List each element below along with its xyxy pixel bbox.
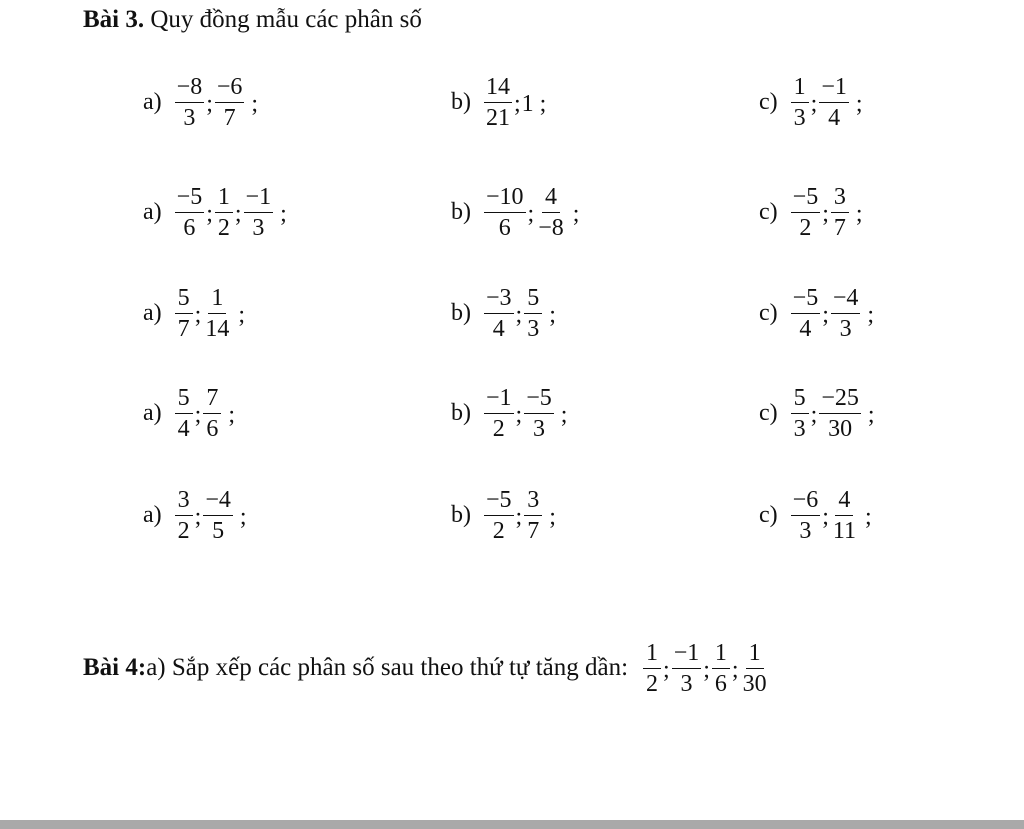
numerator: −4 bbox=[831, 285, 861, 314]
bai4-fraction-list bbox=[642, 640, 770, 697]
bottom-scroll-bar bbox=[0, 820, 1024, 829]
denominator: 4 bbox=[492, 315, 505, 342]
denominator: 30 bbox=[828, 415, 853, 442]
fraction bbox=[202, 487, 234, 544]
denominator: 3 bbox=[183, 104, 196, 131]
fraction bbox=[830, 487, 859, 544]
fraction bbox=[523, 487, 543, 544]
denominator: 14 bbox=[205, 315, 230, 342]
item-label: c) bbox=[759, 501, 778, 528]
fraction bbox=[174, 74, 206, 131]
fraction bbox=[483, 74, 513, 131]
bai3-label: Bài 3. bbox=[83, 6, 145, 33]
trailing-separator: ; bbox=[228, 401, 235, 428]
exercise-row bbox=[0, 273, 1024, 353]
trailing-separator: ; bbox=[239, 503, 247, 530]
separator: ; bbox=[234, 200, 242, 227]
fraction bbox=[790, 385, 810, 442]
bai3-title bbox=[83, 6, 422, 34]
exercise-row bbox=[0, 373, 1024, 453]
separator: ; bbox=[515, 301, 523, 328]
denominator: 6 bbox=[498, 214, 511, 241]
separator: ; bbox=[663, 656, 670, 683]
numerator: 5 bbox=[175, 285, 193, 314]
trailing-separator: ; bbox=[867, 401, 875, 428]
fraction bbox=[214, 74, 246, 131]
denominator: 6 bbox=[714, 670, 727, 697]
numerator: 7 bbox=[203, 385, 221, 414]
numerator: 5 bbox=[175, 385, 193, 414]
item-label: b) bbox=[451, 88, 471, 115]
numerator: −1 bbox=[819, 74, 849, 103]
denominator: 3 bbox=[799, 517, 812, 544]
bai4-line bbox=[83, 628, 770, 708]
trailing-separator: ; bbox=[539, 90, 547, 117]
item-label: a) bbox=[143, 501, 162, 528]
separator: ; bbox=[515, 401, 523, 428]
separator: ; bbox=[194, 503, 202, 530]
denominator: 3 bbox=[793, 104, 806, 131]
denominator: 3 bbox=[527, 315, 540, 342]
fraction bbox=[790, 285, 822, 342]
denominator: 7 bbox=[223, 104, 236, 131]
denominator: 3 bbox=[680, 670, 693, 697]
exercise-item bbox=[759, 172, 864, 252]
item-label: b) bbox=[451, 501, 471, 528]
exercise-item bbox=[759, 62, 864, 142]
fraction bbox=[790, 184, 822, 241]
fraction bbox=[818, 385, 862, 442]
fraction bbox=[711, 640, 731, 697]
numerator: 3 bbox=[524, 487, 542, 516]
fraction bbox=[174, 487, 194, 544]
fraction bbox=[483, 487, 515, 544]
exercise-item bbox=[143, 373, 236, 453]
separator: ; bbox=[206, 200, 213, 227]
denominator: 11 bbox=[832, 517, 856, 544]
exercise-row bbox=[0, 62, 1024, 142]
exercise-item bbox=[451, 62, 547, 142]
item-label: c) bbox=[759, 198, 778, 225]
numerator: −25 bbox=[819, 385, 861, 414]
trailing-separator: ; bbox=[864, 503, 872, 530]
numerator: −3 bbox=[484, 285, 514, 314]
item-label: a) bbox=[143, 299, 162, 326]
trailing-separator: ; bbox=[867, 301, 875, 328]
exercise-item bbox=[451, 273, 557, 353]
denominator: 4 bbox=[177, 415, 190, 442]
numerator: 1 bbox=[746, 640, 764, 669]
fraction bbox=[535, 184, 567, 241]
separator: ; bbox=[810, 90, 818, 117]
numerator: −5 bbox=[524, 385, 554, 414]
numerator: 1 bbox=[208, 285, 226, 314]
separator: ; bbox=[731, 656, 739, 683]
denominator: 3 bbox=[839, 315, 852, 342]
denominator: 6 bbox=[206, 415, 219, 442]
denominator: 7 bbox=[833, 214, 846, 241]
denominator: 3 bbox=[532, 415, 545, 442]
fraction bbox=[523, 385, 555, 442]
numerator: −10 bbox=[484, 184, 526, 213]
numerator: 14 bbox=[484, 74, 512, 103]
bai3-text: Quy đồng mẫu các phân số bbox=[144, 6, 422, 33]
separator: ; bbox=[822, 301, 829, 328]
exercise-row bbox=[0, 172, 1024, 252]
item-label: b) bbox=[451, 299, 471, 326]
numerator: 5 bbox=[524, 285, 542, 314]
numerator: −5 bbox=[791, 184, 821, 213]
trailing-separator: ; bbox=[549, 503, 556, 530]
trailing-separator: ; bbox=[238, 301, 245, 328]
trailing-separator: ; bbox=[549, 301, 556, 328]
denominator: 4 bbox=[799, 315, 812, 342]
numerator: 3 bbox=[175, 487, 193, 516]
trailing-separator: ; bbox=[251, 90, 259, 117]
fraction bbox=[523, 285, 543, 342]
numerator: −1 bbox=[484, 385, 514, 414]
numerator: 1 bbox=[712, 640, 730, 669]
trailing-separator: ; bbox=[572, 200, 580, 227]
separator: ; bbox=[194, 301, 202, 328]
fraction bbox=[740, 640, 770, 697]
item-label: c) bbox=[759, 399, 778, 426]
numerator: −5 bbox=[175, 184, 205, 213]
fraction bbox=[790, 487, 822, 544]
fraction bbox=[243, 184, 275, 241]
item-label: a) bbox=[143, 88, 162, 115]
denominator: 7 bbox=[527, 517, 540, 544]
fraction bbox=[174, 285, 194, 342]
fraction bbox=[642, 640, 662, 697]
exercise-item bbox=[451, 475, 557, 555]
numerator: 5 bbox=[791, 385, 809, 414]
exercise-item bbox=[759, 373, 876, 453]
fraction bbox=[214, 184, 234, 241]
denominator: 2 bbox=[799, 214, 812, 241]
denominator: 3 bbox=[252, 214, 265, 241]
numerator: −4 bbox=[203, 487, 233, 516]
denominator: 21 bbox=[486, 104, 510, 131]
fraction bbox=[174, 184, 206, 241]
numerator: −5 bbox=[484, 487, 514, 516]
whole-number: 1 bbox=[521, 90, 534, 117]
separator: ; bbox=[194, 401, 202, 428]
exercise-row bbox=[0, 475, 1024, 555]
fraction bbox=[671, 640, 703, 697]
trailing-separator: ; bbox=[855, 200, 863, 227]
fraction bbox=[202, 285, 232, 342]
item-label: a) bbox=[143, 399, 162, 426]
item-label: a) bbox=[143, 198, 162, 225]
denominator: −8 bbox=[538, 214, 564, 241]
exercise-item bbox=[759, 273, 875, 353]
fraction bbox=[830, 184, 850, 241]
trailing-separator: ; bbox=[280, 200, 287, 227]
denominator: 7 bbox=[177, 315, 190, 342]
exercise-item bbox=[451, 172, 580, 252]
separator: ; bbox=[822, 200, 829, 227]
fraction bbox=[830, 285, 862, 342]
separator: ; bbox=[527, 200, 535, 227]
numerator: −6 bbox=[791, 487, 821, 516]
denominator: 2 bbox=[492, 517, 505, 544]
denominator: 30 bbox=[742, 670, 767, 697]
separator: ; bbox=[703, 656, 710, 683]
numerator: 4 bbox=[542, 184, 560, 213]
exercise-item bbox=[451, 373, 568, 453]
numerator: −1 bbox=[244, 184, 274, 213]
numerator: 4 bbox=[835, 487, 853, 516]
item-label: c) bbox=[759, 299, 778, 326]
denominator: 5 bbox=[212, 517, 225, 544]
fraction bbox=[483, 385, 515, 442]
exercise-item bbox=[143, 273, 246, 353]
fraction bbox=[483, 285, 515, 342]
item-label: b) bbox=[451, 198, 471, 225]
separator: ; bbox=[514, 90, 521, 117]
denominator: 4 bbox=[828, 104, 841, 131]
exercise-item bbox=[143, 475, 248, 555]
denominator: 6 bbox=[183, 214, 196, 241]
numerator: 3 bbox=[831, 184, 849, 213]
bai4-text: a) Sắp xếp các phân số sau theo thứ tự tăng dần: bbox=[146, 654, 629, 681]
fraction bbox=[174, 385, 194, 442]
separator: ; bbox=[810, 401, 818, 428]
numerator: 1 bbox=[643, 640, 661, 669]
separator: ; bbox=[515, 503, 523, 530]
denominator: 3 bbox=[793, 415, 806, 442]
exercise-item bbox=[143, 62, 259, 142]
denominator: 2 bbox=[177, 517, 190, 544]
trailing-separator: ; bbox=[855, 90, 863, 117]
numerator: −6 bbox=[215, 74, 245, 103]
trailing-separator: ; bbox=[560, 401, 568, 428]
denominator: 2 bbox=[492, 415, 505, 442]
separator: ; bbox=[822, 503, 829, 530]
separator: ; bbox=[206, 90, 213, 117]
exercise-item bbox=[143, 172, 288, 252]
fraction bbox=[790, 74, 810, 131]
numerator: 1 bbox=[215, 184, 233, 213]
denominator: 2 bbox=[217, 214, 230, 241]
numerator: −5 bbox=[791, 285, 821, 314]
fraction bbox=[483, 184, 527, 241]
numerator: −1 bbox=[672, 640, 702, 669]
numerator: −8 bbox=[175, 74, 205, 103]
fraction bbox=[202, 385, 222, 442]
denominator: 2 bbox=[646, 670, 659, 697]
exercise-item bbox=[759, 475, 873, 555]
item-label: b) bbox=[451, 399, 471, 426]
fraction bbox=[818, 74, 850, 131]
numerator: 1 bbox=[791, 74, 809, 103]
item-label: c) bbox=[759, 88, 778, 115]
bai4-label: Bài 4: bbox=[83, 654, 147, 681]
